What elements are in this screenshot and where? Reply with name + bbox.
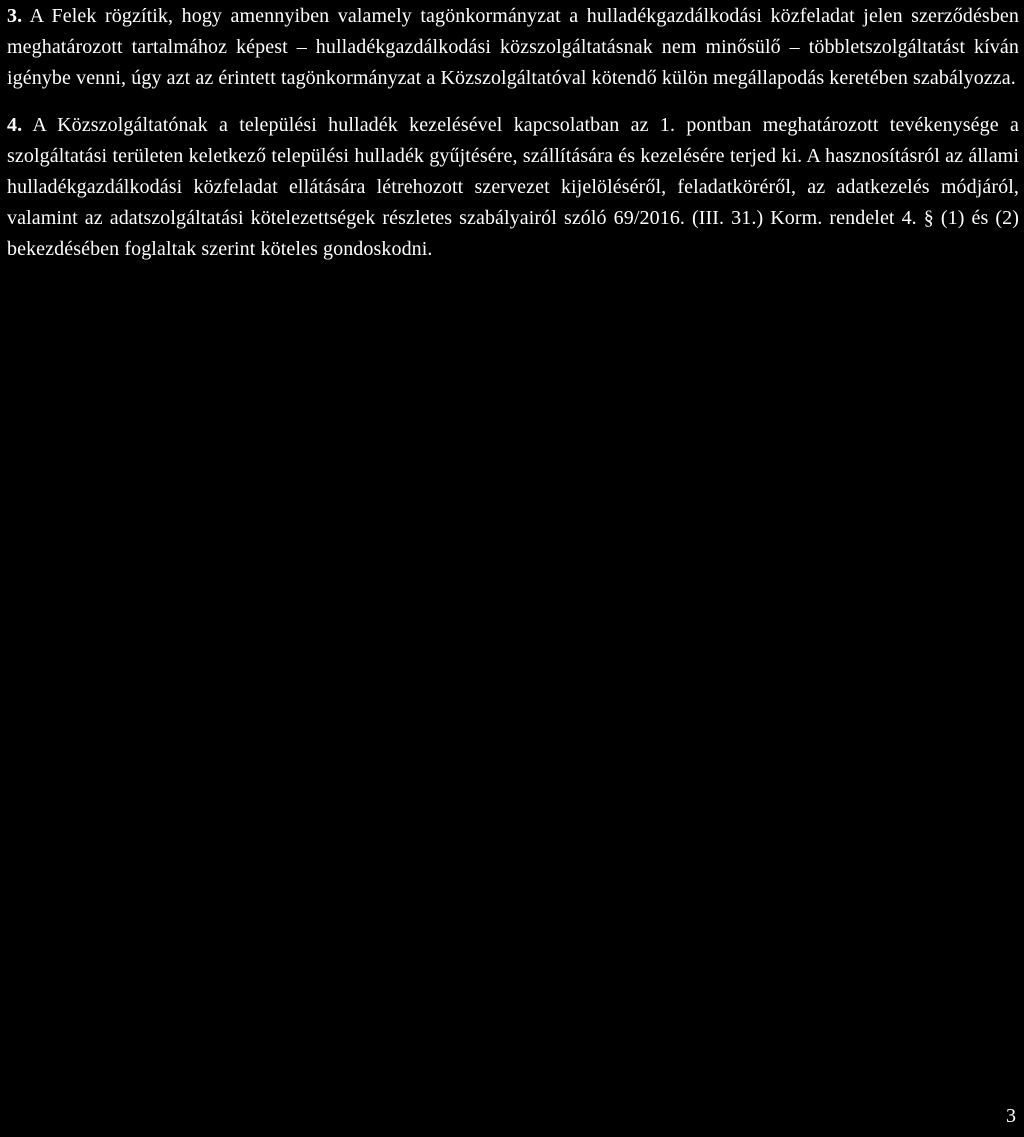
paragraph-4-text: A Közszolgáltatónak a települési hulladék kezelésével kapcsolatban az 1. pontban meghatározott tevékenysége a szolgáltatási területen keletkező települési hulladék gyűjtésére, szállítására és kezelésére terjed ki. A hasznosításról az állami hulladékgazdálkodási közfeladat ellátására létrehozott szervezet kijelöléséről, feladatköréről, az adatkezelés módjáról, valamint az adatszolgáltatási kötelezettségek részletes szabályairól szóló 69/2016. (III. 31.) Korm. rendelet 4. § (1) és (2) bekezdésében foglaltak szerint köteles gondoskodni. [7, 114, 1019, 260]
page-number: 3 [1006, 1105, 1016, 1127]
paragraph-4 [7, 110, 1019, 265]
paragraph-3-text: A Felek rögzítik, hogy amennyiben valamely tagönkormányzat a hulladékgazdálkodási közfeladat jelen szerződésben meghatározott tartalmához képest – hulladékgazdálkodási közszolgáltatásnak nem minősülő – többletszolgáltatást kíván igénybe venni, úgy azt az érintett tagönkormányzat a Közszolgáltatóval kötendő külön megállapodás keretében szabályozza. [7, 5, 1019, 89]
document-page [7, 0, 1019, 265]
paragraph-4-number: 4. [7, 114, 23, 136]
paragraph-3 [7, 0, 1019, 94]
paragraph-3-number: 3. [7, 5, 23, 27]
